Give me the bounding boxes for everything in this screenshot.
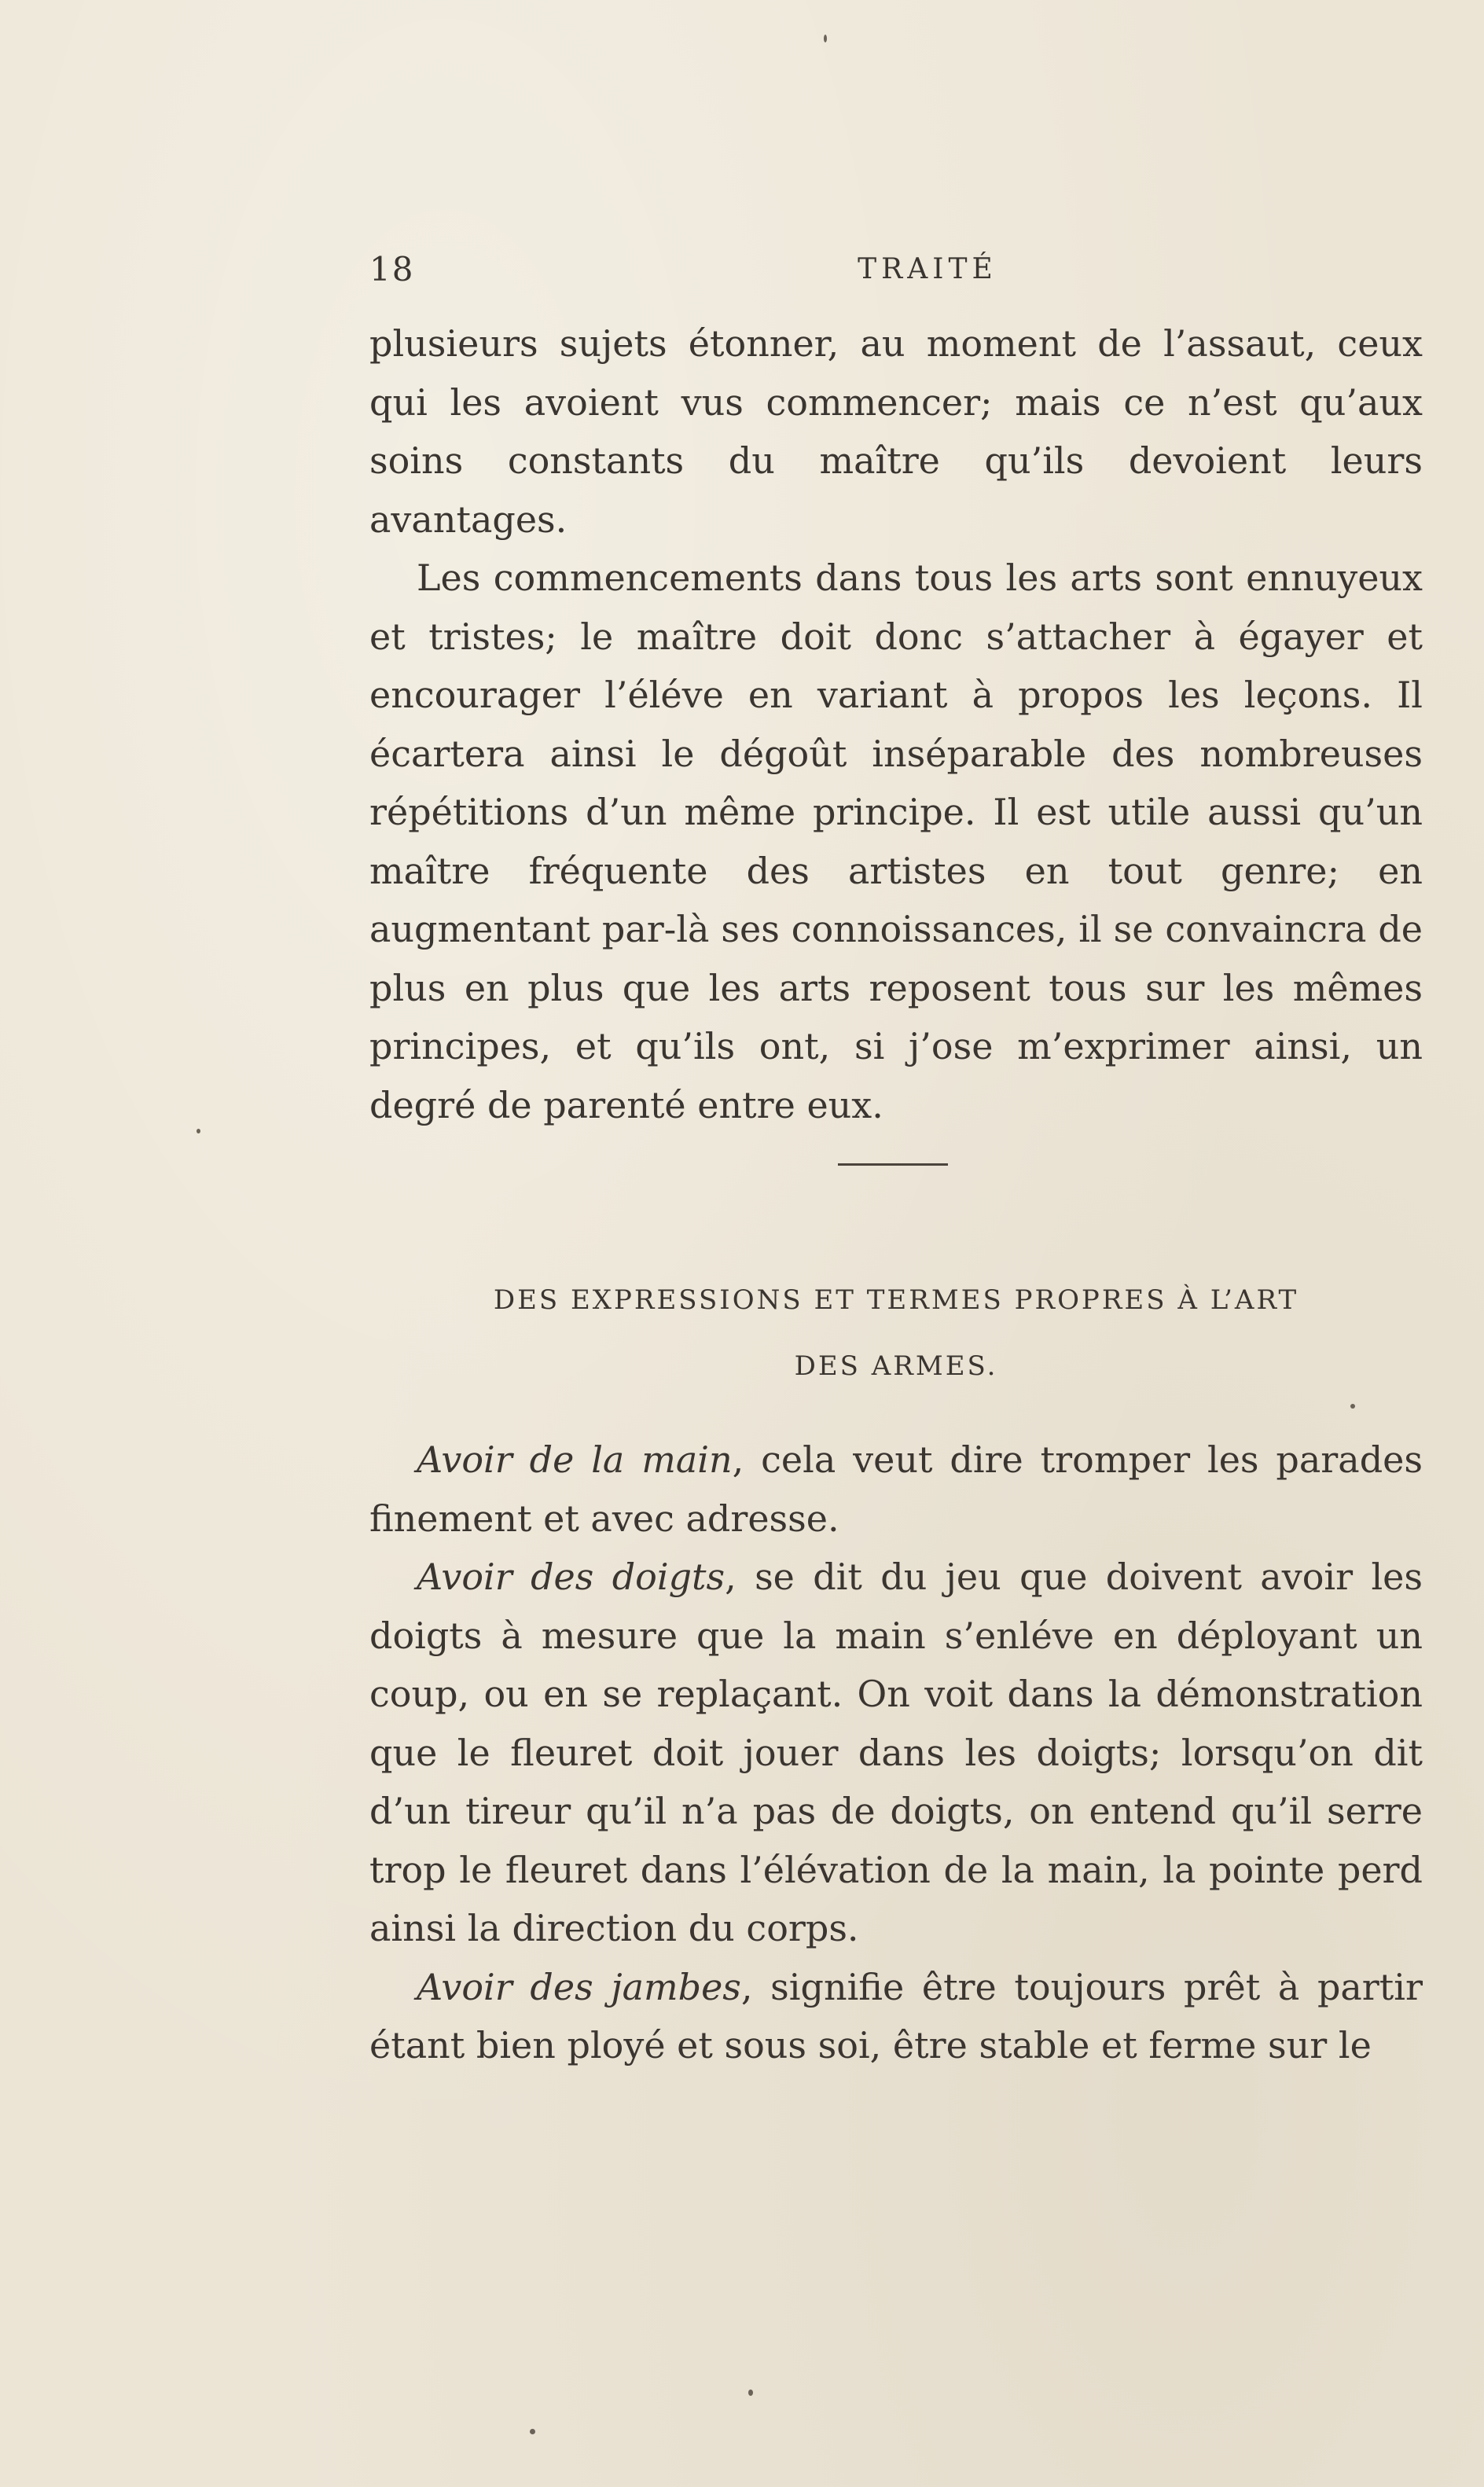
definition-entry [369,1548,1423,1958]
definition-entry [369,1958,1423,2075]
paper-speck [530,2429,535,2434]
section-heading-line: DES EXPRESSIONS ET TERMES PROPRES À L’ART [493,1284,1299,1316]
section-divider [838,1163,948,1166]
section-heading-line: DES ARMES. [794,1350,998,1382]
definition-text: , signifie être toujours prêt à partir étant bien ployé et sous soi, être stable et ferme sur le [369,1965,1423,2066]
definition-text: , cela veut dire tromper les parades finement et avec adresse. [369,1438,1423,1540]
definition-text: , se dit du jeu que doivent avoir les doigts à mesure que la main s’enléve en déployant un coup, ou en se replaçant. On voit dans la démonstration que le fleuret doit jouer dans les doigts; lorsqu’on dit d’un tireur qu’il n’a pas de doigts, on entend qu’il serre trop le fleuret dans l’élévation de la main, la pointe perd ainsi la direction du corps. [369,1556,1423,1949]
section-heading [369,1267,1423,1399]
paragraph: Les commencements dans tous les arts sont ennuyeux et tristes; le maître doit donc s’attacher à égayer et encourager l’éléve en variant à propos les leçons. Il écartera ainsi le dégoût inséparable des nombreuses répétitions d’un même principe. Il est utile aussi qu’un maître fréquente des artistes en tout genre; en augmentant par-là ses connoissances, il se convaincra de plus en plus que les arts reposent tous sur les mêmes principes, et qu’ils ont, si j’ose m’exprimer ainsi, un degré de parenté entre eux. [369,557,1423,1126]
definitions [369,1431,1423,2075]
running-head [369,250,1423,297]
running-title: TRAITÉ [858,253,997,285]
page-number: 18 [369,250,415,288]
paper-speck [824,35,827,42]
paper-speck [1350,1404,1355,1409]
definition-term: Avoir de la main [417,1438,733,1481]
paper-speck [748,2390,753,2396]
paragraph: plusieurs sujets étonner, au moment de l’assaut, ceux qui les avoient vus commencer; mais ce n’est qu’aux soins constants du maître qu’ils devoient leurs avantages. [369,322,1423,541]
definition-term: Avoir des doigts [417,1556,725,1598]
definition-term: Avoir des jambes [417,1965,741,2008]
paper-speck [197,1129,200,1133]
body-text [369,314,1423,1134]
definition-entry [369,1431,1423,1548]
